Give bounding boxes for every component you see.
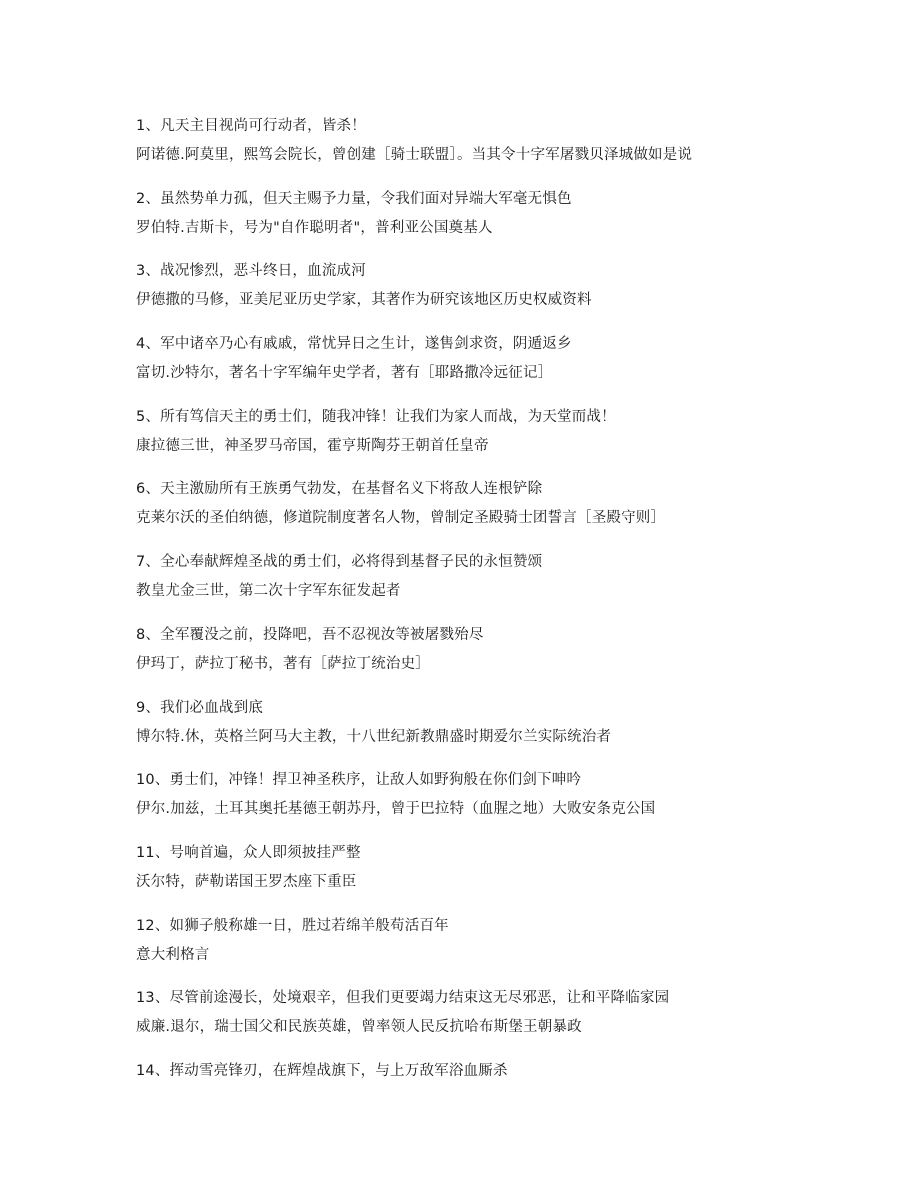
- quote-item-2: [136, 185, 836, 258]
- quote-text: 10、勇士们，冲锋！捍卫神圣秩序，让敌人如野狗般在你们剑下呻吟: [136, 772, 582, 789]
- quote-source: 伊尔.加兹，土耳其奥托基德王朝苏丹，曾于巴拉特（血腥之地）大败安条克公国: [136, 801, 656, 818]
- quote-source: [136, 1086, 836, 1115]
- quote-item-11: [136, 839, 836, 912]
- quote-source: 伊德撒的马修，亚美尼亚历史学家，其著作为研究该地区历史权威资料: [136, 292, 592, 309]
- quote-text: 8、全军覆没之前，投降吧，吾不忍视汝等被屠戮殆尽: [136, 626, 484, 643]
- quote-text: 11、号响首遍，众人即须披挂严整: [136, 844, 361, 861]
- quote-item-13: [136, 984, 836, 1057]
- quote-item-14: [136, 1057, 836, 1130]
- quote-text: 3、战况惨烈，恶斗终日，血流成河: [136, 263, 366, 280]
- quote-item-7: [136, 548, 836, 621]
- quote-item-3: [136, 257, 836, 330]
- quote-source: 教皇尤金三世，第二次十字军东征发起者: [136, 583, 401, 600]
- quote-text: 14、挥动雪亮锋刃，在辉煌战旗下，与上万敌军浴血厮杀: [136, 1062, 508, 1079]
- quote-source: 意大利格言: [136, 946, 210, 963]
- quote-item-1: [136, 112, 836, 185]
- quote-list: [136, 112, 836, 1130]
- quote-source: 康拉德三世，神圣罗马帝国，霍亨斯陶芬王朝首任皇帝: [136, 437, 489, 454]
- quote-source: 罗伯特.吉斯卡，号为"自作聪明者"，普利亚公国奠基人: [136, 219, 493, 236]
- quote-item-5: [136, 403, 836, 476]
- quote-item-9: [136, 694, 836, 767]
- quote-item-12: [136, 912, 836, 985]
- quote-item-6: [136, 475, 836, 548]
- quote-item-10: [136, 766, 836, 839]
- quote-text: 2、虽然势单力孤，但天主赐予力量，令我们面对异端大军毫无惧色: [136, 190, 572, 207]
- quote-source: 阿诺德.阿莫里，熙笃会院长，曾创建［骑士联盟］。当其令十字军屠戮贝泽城做如是说: [136, 147, 693, 163]
- quote-source: 博尔特.休，英格兰阿马大主教，十八世纪新教鼎盛时期爱尔兰实际统治者: [136, 728, 612, 745]
- quote-source: 富切.沙特尔，著名十字军编年史学者，著有［耶路撒冷远征记］: [136, 365, 553, 382]
- quote-text: 1、凡天主目视尚可行动者，皆杀！: [136, 118, 366, 134]
- quote-source: 威廉.退尔，瑞士国父和民族英雄，曾率领人民反抗哈布斯堡王朝暴政: [136, 1019, 582, 1036]
- quote-text: 6、天主激励所有王族勇气勃发，在基督名义下将敌人连根铲除: [136, 481, 543, 498]
- quote-source: 伊玛丁，萨拉丁秘书，著有［萨拉丁统治史］: [136, 655, 430, 672]
- quote-text: 13、尽管前途漫长，处境艰辛，但我们更要竭力结束这无尽邪恶，让和平降临家园: [136, 990, 670, 1007]
- quote-item-4: [136, 330, 836, 403]
- quote-text: 4、军中诸卒乃心有戚戚，常忧异日之生计，遂售剑求资，阴遁返乡: [136, 336, 572, 353]
- quote-text: 7、全心奉献辉煌圣战的勇士们，必将得到基督子民的永恒赞颂: [136, 554, 543, 571]
- quote-text: 9、我们必血战到底: [136, 699, 264, 716]
- quote-item-8: [136, 621, 836, 694]
- quote-text: 5、所有笃信天主的勇士们，随我冲锋！让我们为家人而战，为天堂而战！: [136, 408, 616, 425]
- quote-text: 12、如狮子般称雄一日，胜过若绵羊般苟活百年: [136, 917, 449, 934]
- quote-source: 沃尔特，萨勒诺国王罗杰座下重臣: [136, 873, 357, 890]
- quote-source: 克莱尔沃的圣伯纳德，修道院制度著名人物，曾制定圣殿骑士团誓言［圣殿守则］: [136, 510, 666, 527]
